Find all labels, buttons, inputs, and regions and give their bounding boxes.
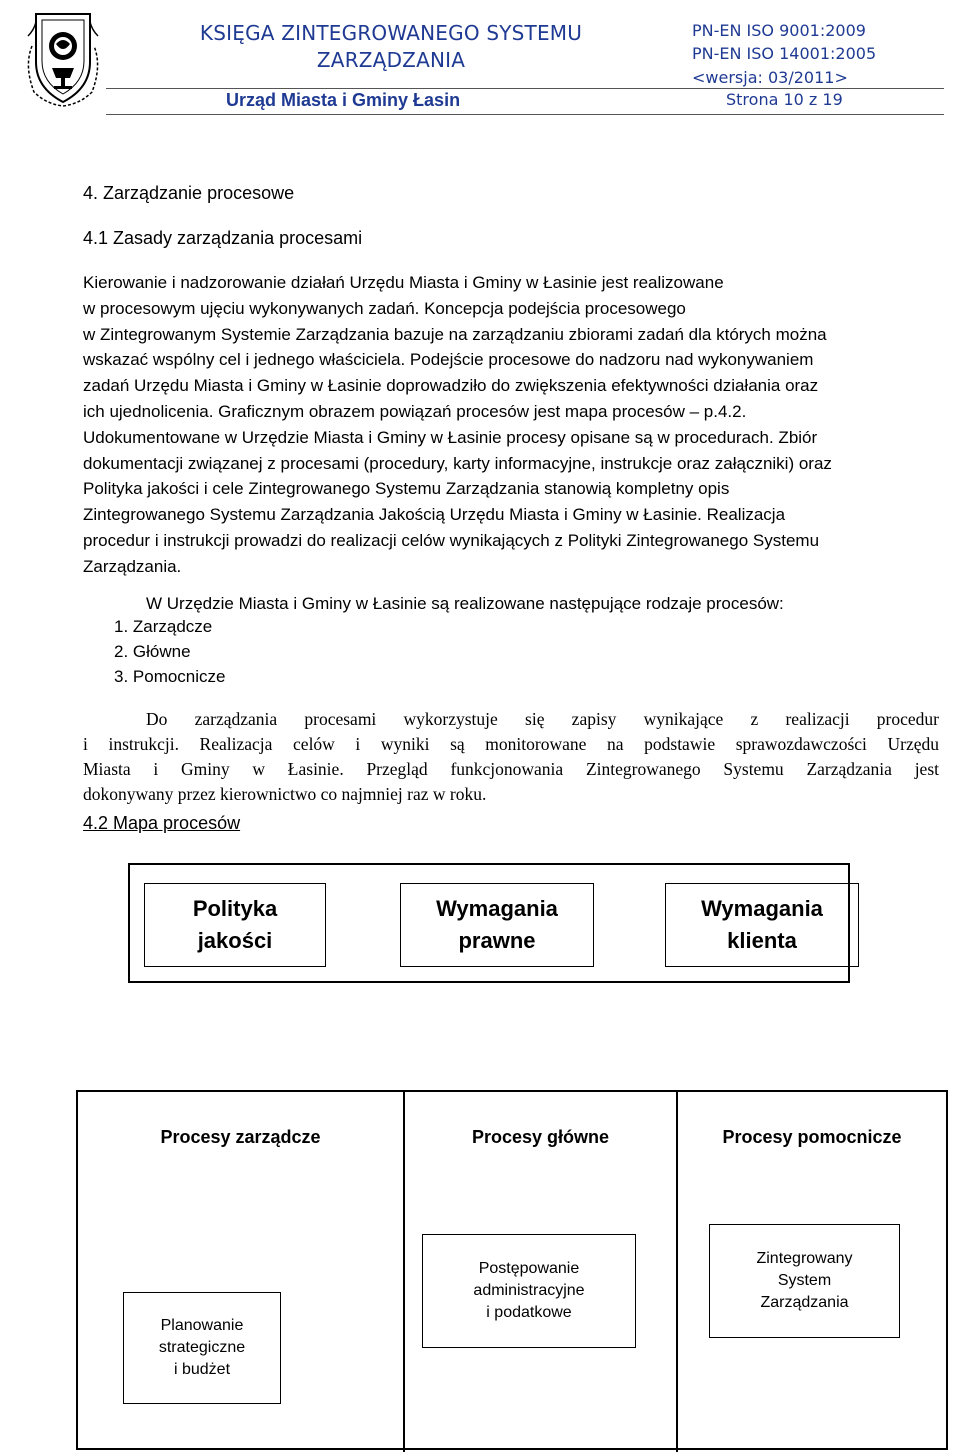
page-number: Strona 10 z 19 [726,90,843,109]
paragraph-line: w procesowym ujęciu wykonywanych zadań. Koncepcja podejścia procesowego [83,298,686,318]
header-bottom-divider [106,114,944,115]
input-box-label: Wymagania [436,896,558,921]
document-title-line1: KSIĘGA ZINTEGROWANEGO SYSTEMU [199,21,583,45]
input-box-label: prawne [458,928,536,953]
paragraph-line: zadań Urzędu Miasta i Gminy w Łasinie doprowadziło do zwiększenia efektywności działania oraz [83,376,819,396]
process-box-label: Postępowanie [478,1260,580,1277]
header-divider [106,88,944,89]
paragraph-line: procedur i instrukcji prowadzi do realizacji celów wynikających z Polityki Zintegrowanego Systemu [83,530,820,550]
document-title-line2: ZARZĄDZANIA [316,48,466,72]
process-box-label: i podatkowe [486,1304,572,1321]
subsection-heading: 4.1 Zasady zarządzania procesami [83,228,363,248]
paragraph-line: wskazać wspólny cel i jednego właściciela. Podejście procesowe do nadzoru nad wykonywaniem [83,350,814,370]
document-title [166,20,616,74]
input-box-label: klienta [727,928,797,953]
process-box-integrated-system [709,1224,900,1338]
requirements-frame [128,863,850,983]
paragraph-line: ich ujednolicenia. Graficznym obrazem powiązań procesów jest mapa procesów – p.4.2. [83,401,747,421]
process-box-label: administracyjne [473,1282,585,1299]
process-box-label: Zintegrowany [756,1250,853,1267]
list-item-management: 1. Zarządcze [114,617,213,636]
process-box-label: Zarządzania [760,1294,849,1311]
column-title-main: Procesy główne [471,1127,610,1147]
paragraph-line: dokumentacji związanej z procesami (procedury, karty informacyjne, instrukcje oraz załączniki) oraz [83,453,832,473]
input-box-customer-requirements [665,883,859,967]
paragraph-line: Kierowanie i nadzorowanie działań Urzędu Miasta i Gminy w Łasinie jest realizowane [83,273,724,292]
list-item-main: 2. Główne [114,642,191,661]
paragraph-process-records [83,707,939,807]
process-box-administrative [422,1234,636,1348]
input-box-label: jakości [197,928,273,953]
paragraph-line: Miasta i Gminy w Łasinie. Przegląd funkcjonowania Zintegrowanego Systemu Zarządzania jest [83,759,939,779]
process-box-label: System [777,1272,832,1289]
paragraph-line: Udokumentowane w Urzędzie Miasta i Gminy w Łasinie procesy opisane są w procedurach. Zbiór [83,427,818,447]
process-box-label: strategiczne [158,1339,246,1356]
coat-of-arms-logo [20,6,106,110]
paragraph-process-principles [83,270,943,580]
column-title-management: Procesy zarządcze [160,1127,321,1147]
paragraph-line: w Zintegrowanym Systemie Zarządzania bazuje na zarządzaniu zbiorami zadań dla których można [83,324,827,344]
paragraph-line: dokonywany przez kierownictwo co najmniej raz w roku. [83,784,487,804]
input-box-label: Wymagania [701,896,823,921]
input-box-legal-requirements [400,883,594,967]
column-title-support: Procesy pomocnicze [722,1127,902,1147]
paragraph-line: Polityka jakości i cele Zintegrowanego Systemu Zarządzania stanowią kompletny opis [83,479,730,499]
paragraph-line: Do zarządzania procesami wykorzystuje się zapisy wynikające z realizacji procedur [146,709,939,729]
organization-name: Urząd Miasta i Gminy Łasin [226,90,461,110]
paragraph-line: i instrukcji. Realizacja celów i wyniki są monitorowane na podstawie sprawozdawczości Urzędu [83,734,939,754]
coat-of-arms-icon [20,6,106,110]
standard-iso-14001: PN-EN ISO 14001:2005 [692,44,877,63]
section-heading: 4. Zarządzanie procesowe [83,183,295,203]
process-map-heading: 4.2 Mapa procesów [83,813,241,833]
input-box-label: Polityka [192,896,278,921]
standard-iso-9001: PN-EN ISO 9001:2009 [692,21,866,40]
process-box-label: Planowanie [160,1317,244,1334]
paragraph-line: Zarządzania. [83,556,182,576]
version-label: <wersja: 03/2011> [692,68,848,87]
process-box-strategic-planning [123,1292,281,1404]
process-types-intro: W Urzędzie Miasta i Gminy w Łasinie są realizowane następujące rodzaje procesów: [146,594,784,613]
input-box-quality-policy [144,883,326,967]
paragraph-line: Zintegrowanego Systemu Zarządzania Jakością Urzędu Miasta i Gminy w Łasinie. Realizacja [83,505,786,525]
process-box-label: i budżet [173,1361,231,1378]
processes-frame [76,1090,948,1450]
list-item-support: 3. Pomocnicze [114,667,226,686]
